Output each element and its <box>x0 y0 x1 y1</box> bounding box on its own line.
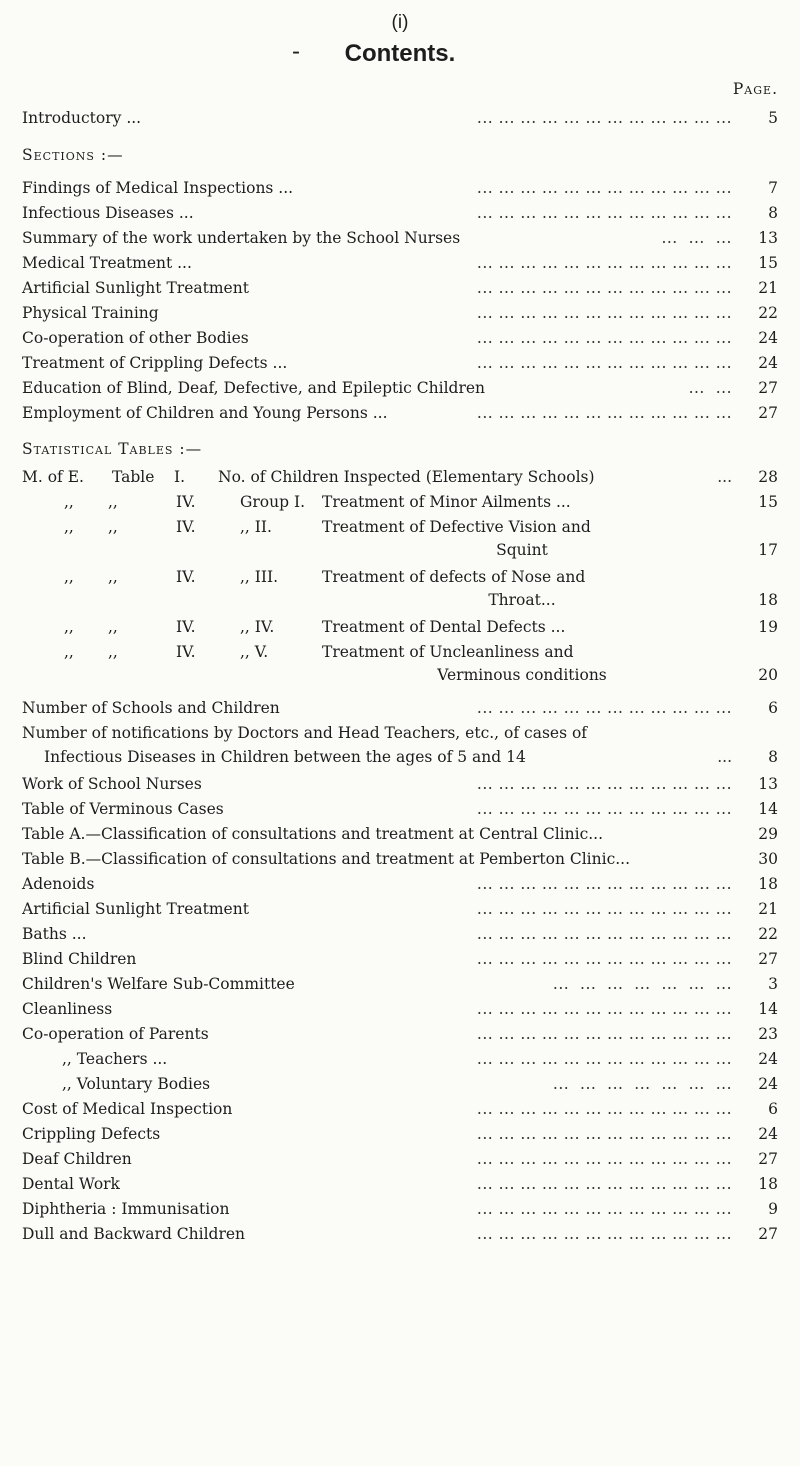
cell: IV. <box>176 518 196 536</box>
entry-notifications <box>22 721 778 766</box>
entry-page: 18 <box>758 875 778 893</box>
cell-line: Treatment of Defective Vision and <box>322 518 591 536</box>
list-item <box>22 1222 778 1246</box>
list-item <box>22 401 778 425</box>
entry-page: 27 <box>758 1225 778 1243</box>
entry-label: Crippling Defects <box>22 1125 161 1143</box>
list-item <box>22 972 778 996</box>
cell: ,, II. <box>240 518 272 536</box>
entry-page: 27 <box>758 404 778 422</box>
entry-page: 24 <box>758 329 778 347</box>
cell: ,, <box>108 493 118 511</box>
cell-line: Treatment of Uncleanliness and <box>322 643 574 661</box>
cell: ,, <box>108 618 118 636</box>
leader-dots: ... ... ... ... ... ... ... <box>552 975 732 993</box>
cell: I. <box>174 468 186 486</box>
entry-label: Artificial Sunlight Treatment <box>22 900 249 918</box>
entry-page: 24 <box>758 1075 778 1093</box>
cell: Table <box>112 468 155 486</box>
list-item <box>22 1197 778 1221</box>
leader-dots: ... ... ... ... ... ... ... <box>552 1075 732 1093</box>
leader-dots: ... ... ... ... ... ... ... ... ... ... ... ... <box>476 304 732 322</box>
entry-page: 7 <box>768 179 778 197</box>
leader-dots: ... ... ... ... ... ... ... ... ... ... ... ... <box>476 1150 732 1168</box>
leader-dots: ... ... ... ... ... ... ... ... ... ... ... ... <box>476 875 732 893</box>
entry-label: Table of Verminous Cases <box>22 800 224 818</box>
entry-label: Infectious Diseases ... <box>22 204 194 222</box>
leader-dots: ... ... ... ... ... ... ... ... ... ... ... ... <box>476 775 732 793</box>
entry-page: 13 <box>758 229 778 247</box>
leader-dots: ... ... ... ... ... ... ... ... ... ... ... ... <box>476 404 732 422</box>
list-item <box>22 847 778 871</box>
leader-dots: ... ... ... <box>661 229 732 247</box>
cell-line: Treatment of defects of Nose and <box>322 568 586 586</box>
cell: ,, <box>64 618 74 636</box>
entry-label: Co-operation of Parents <box>22 1025 209 1043</box>
cell: ,, <box>108 643 118 661</box>
leader-dots: ... ... ... ... ... ... ... ... ... ... ... ... <box>476 354 732 372</box>
leader-dots: ... ... ... ... ... ... ... ... ... ... ... ... <box>476 699 732 717</box>
entry-page: 14 <box>758 1000 778 1018</box>
entry-label: Number of notifications by Doctors and Head Teachers, etc., of cases of <box>22 724 588 742</box>
leader-dots: ... ... ... ... ... ... ... ... ... ... ... ... <box>476 329 732 347</box>
entry-page: 3 <box>768 975 778 993</box>
entry-label: Table A.—Classification of consultations and treatment at Central Clinic... <box>22 825 604 843</box>
entry-label: Table B.—Classification of consultations and treatment at Pemberton Clinic... <box>22 850 631 868</box>
entry-label: Children's Welfare Sub-Committee <box>22 975 295 993</box>
entry-page: 13 <box>758 775 778 793</box>
entry-label: Introductory ... <box>22 109 142 127</box>
cell: ,, <box>108 518 118 536</box>
statistical-heading: Statistical Tables :— <box>22 440 203 458</box>
entry-label: Physical Training <box>22 304 159 322</box>
entry-page: 15 <box>758 493 778 511</box>
entry-page: 27 <box>758 1150 778 1168</box>
cell <box>322 516 722 562</box>
entry-label: Blind Children <box>22 950 137 968</box>
cell: Treatment of Dental Defects ... <box>322 618 566 636</box>
cell: ,, <box>64 568 74 586</box>
list-item <box>22 1097 778 1121</box>
entry-label: Education of Blind, Deaf, Defective, and Epileptic Children <box>22 379 486 397</box>
entry-label: Summary of the work undertaken by the School Nurses <box>22 229 461 247</box>
cell: ,, III. <box>240 568 279 586</box>
leader-dots: ... ... ... ... ... ... ... ... ... ... ... ... <box>476 1050 732 1068</box>
entry-label: Diphtheria : Immunisation <box>22 1200 230 1218</box>
list-item <box>22 1172 778 1196</box>
cell <box>322 641 722 687</box>
page-title <box>0 40 800 68</box>
list-item <box>22 226 778 250</box>
entry-page: 19 <box>758 618 778 636</box>
entry-page: 27 <box>758 379 778 397</box>
cell: Group I. <box>240 493 306 511</box>
entry-page: 24 <box>758 354 778 372</box>
entry-page: 21 <box>758 900 778 918</box>
list-item <box>22 947 778 971</box>
entry-label: Co-operation of other Bodies <box>22 329 249 347</box>
entry-label: Deaf Children <box>22 1150 132 1168</box>
entry-page: 18 <box>758 1175 778 1193</box>
leader-dots: ... ... <box>688 379 732 397</box>
leader-dots: ... ... ... ... ... ... ... ... ... ... ... ... <box>476 109 732 127</box>
entry-label: ,, Teachers ... <box>62 1050 168 1068</box>
list-item <box>22 822 778 846</box>
entry-schools-children <box>22 696 778 720</box>
cell-line: Verminous conditions <box>437 666 607 684</box>
entry-introductory <box>22 106 778 130</box>
leader-dots: ... ... ... ... ... ... ... ... ... ... ... ... <box>476 1200 732 1218</box>
entry-page: 21 <box>758 279 778 297</box>
list-item <box>22 772 778 796</box>
entry-label: Cost of Medical Inspection <box>22 1100 233 1118</box>
entry-label: Dull and Backward Children <box>22 1225 246 1243</box>
cell: ,, <box>64 643 74 661</box>
leader-dots: ... ... ... ... ... ... ... ... ... ... ... ... <box>476 800 732 818</box>
leader-dots: ... ... ... ... ... ... ... ... ... ... ... ... <box>476 1125 732 1143</box>
list-item <box>22 376 778 400</box>
entry-page: 30 <box>758 850 778 868</box>
cell: No. of Children Inspected (Elementary Schools) <box>218 468 595 486</box>
entry-page: 24 <box>758 1125 778 1143</box>
cell: IV. <box>176 568 196 586</box>
entry-page: 22 <box>758 925 778 943</box>
entry-label: Baths ... <box>22 925 87 943</box>
list-item <box>22 1022 778 1046</box>
entry-label: Number of Schools and Children <box>22 699 280 717</box>
list-item <box>22 176 778 200</box>
cell: IV. <box>176 493 196 511</box>
entry-label: Employment of Children and Young Persons ... <box>22 404 388 422</box>
entry-page: 8 <box>768 204 778 222</box>
list-item <box>22 326 778 350</box>
list-item <box>22 872 778 896</box>
cell <box>322 566 722 612</box>
cell: Treatment of Minor Ailments ... <box>322 493 571 511</box>
cell: IV. <box>176 643 196 661</box>
entry-page: 29 <box>758 825 778 843</box>
sections-heading: Sections :— <box>22 146 124 164</box>
cell: ,, <box>108 568 118 586</box>
entry-label: ,, Voluntary Bodies <box>62 1075 211 1093</box>
entry-page: 15 <box>758 254 778 272</box>
list-item <box>22 1122 778 1146</box>
list-item <box>22 1147 778 1171</box>
entry-page: 28 <box>758 468 778 486</box>
list-item <box>22 997 778 1021</box>
entry-page: 22 <box>758 304 778 322</box>
leader-dots: ... ... ... ... ... ... ... ... ... ... ... ... <box>476 1100 732 1118</box>
entry-page: 9 <box>768 1200 778 1218</box>
leader-dots: ... <box>717 468 732 486</box>
entry-label: Adenoids <box>22 875 95 893</box>
entry-label: Treatment of Crippling Defects ... <box>22 354 288 372</box>
entry-page: 5 <box>768 109 778 127</box>
cell-line: Squint <box>496 541 548 559</box>
list-item <box>22 201 778 225</box>
entry-label: Artificial Sunlight Treatment <box>22 279 249 297</box>
leader-dots: ... ... ... ... ... ... ... ... ... ... ... ... <box>476 204 732 222</box>
entry-label: Medical Treatment ... <box>22 254 192 272</box>
cell: ,, V. <box>240 643 269 661</box>
entry-page: 8 <box>768 748 778 766</box>
entry-label-continued: Infectious Diseases in Children between the ages of 5 and 14 <box>44 748 526 766</box>
list-item <box>22 897 778 921</box>
list-item <box>22 251 778 275</box>
entry-page: 6 <box>768 699 778 717</box>
leader-dots: ... ... ... ... ... ... ... ... ... ... ... ... <box>476 950 732 968</box>
entry-page: 23 <box>758 1025 778 1043</box>
title-text: Contents. <box>344 40 456 67</box>
cell: IV. <box>176 618 196 636</box>
leader-dots: ... ... ... ... ... ... ... ... ... ... ... ... <box>476 1175 732 1193</box>
entry-label: Findings of Medical Inspections ... <box>22 179 294 197</box>
leader-dots: ... ... ... ... ... ... ... ... ... ... ... ... <box>476 1000 732 1018</box>
leader-dots: ... <box>717 748 732 766</box>
page-number: (i) <box>391 12 409 33</box>
leader-dots: ... ... ... ... ... ... ... ... ... ... ... ... <box>476 179 732 197</box>
cell: M. of E. <box>22 468 84 486</box>
leader-dots: ... ... ... ... ... ... ... ... ... ... ... ... <box>476 1225 732 1243</box>
leader-dots: ... ... ... ... ... ... ... ... ... ... ... ... <box>476 925 732 943</box>
entry-page: 27 <box>758 950 778 968</box>
entry-page: 6 <box>768 1100 778 1118</box>
cell: ,, IV. <box>240 618 275 636</box>
list-item <box>22 797 778 821</box>
list-item <box>22 922 778 946</box>
entry-page: 14 <box>758 800 778 818</box>
entry-label: Work of School Nurses <box>22 775 202 793</box>
page-column-header: Page. <box>732 80 778 98</box>
entry-label: Dental Work <box>22 1175 120 1193</box>
list-item <box>22 1047 778 1071</box>
entry-page: 17 <box>758 541 778 559</box>
list-item <box>22 301 778 325</box>
cell: ,, <box>64 493 74 511</box>
leader-dots: ... ... ... ... ... ... ... ... ... ... ... ... <box>476 900 732 918</box>
list-item <box>22 1072 778 1096</box>
cell-line: Throat... <box>488 591 556 609</box>
list-item <box>22 351 778 375</box>
cell: ,, <box>64 518 74 536</box>
leader-dots: ... ... ... ... ... ... ... ... ... ... ... ... <box>476 1025 732 1043</box>
leader-dots: ... ... ... ... ... ... ... ... ... ... ... ... <box>476 279 732 297</box>
list-item <box>22 276 778 300</box>
entry-label: Cleanliness <box>22 1000 113 1018</box>
leader-dots: ... ... ... ... ... ... ... ... ... ... ... ... <box>476 254 732 272</box>
entry-page: 20 <box>758 666 778 684</box>
entry-page: 24 <box>758 1050 778 1068</box>
entry-page: 18 <box>758 591 778 609</box>
title-dash: - <box>292 38 300 65</box>
